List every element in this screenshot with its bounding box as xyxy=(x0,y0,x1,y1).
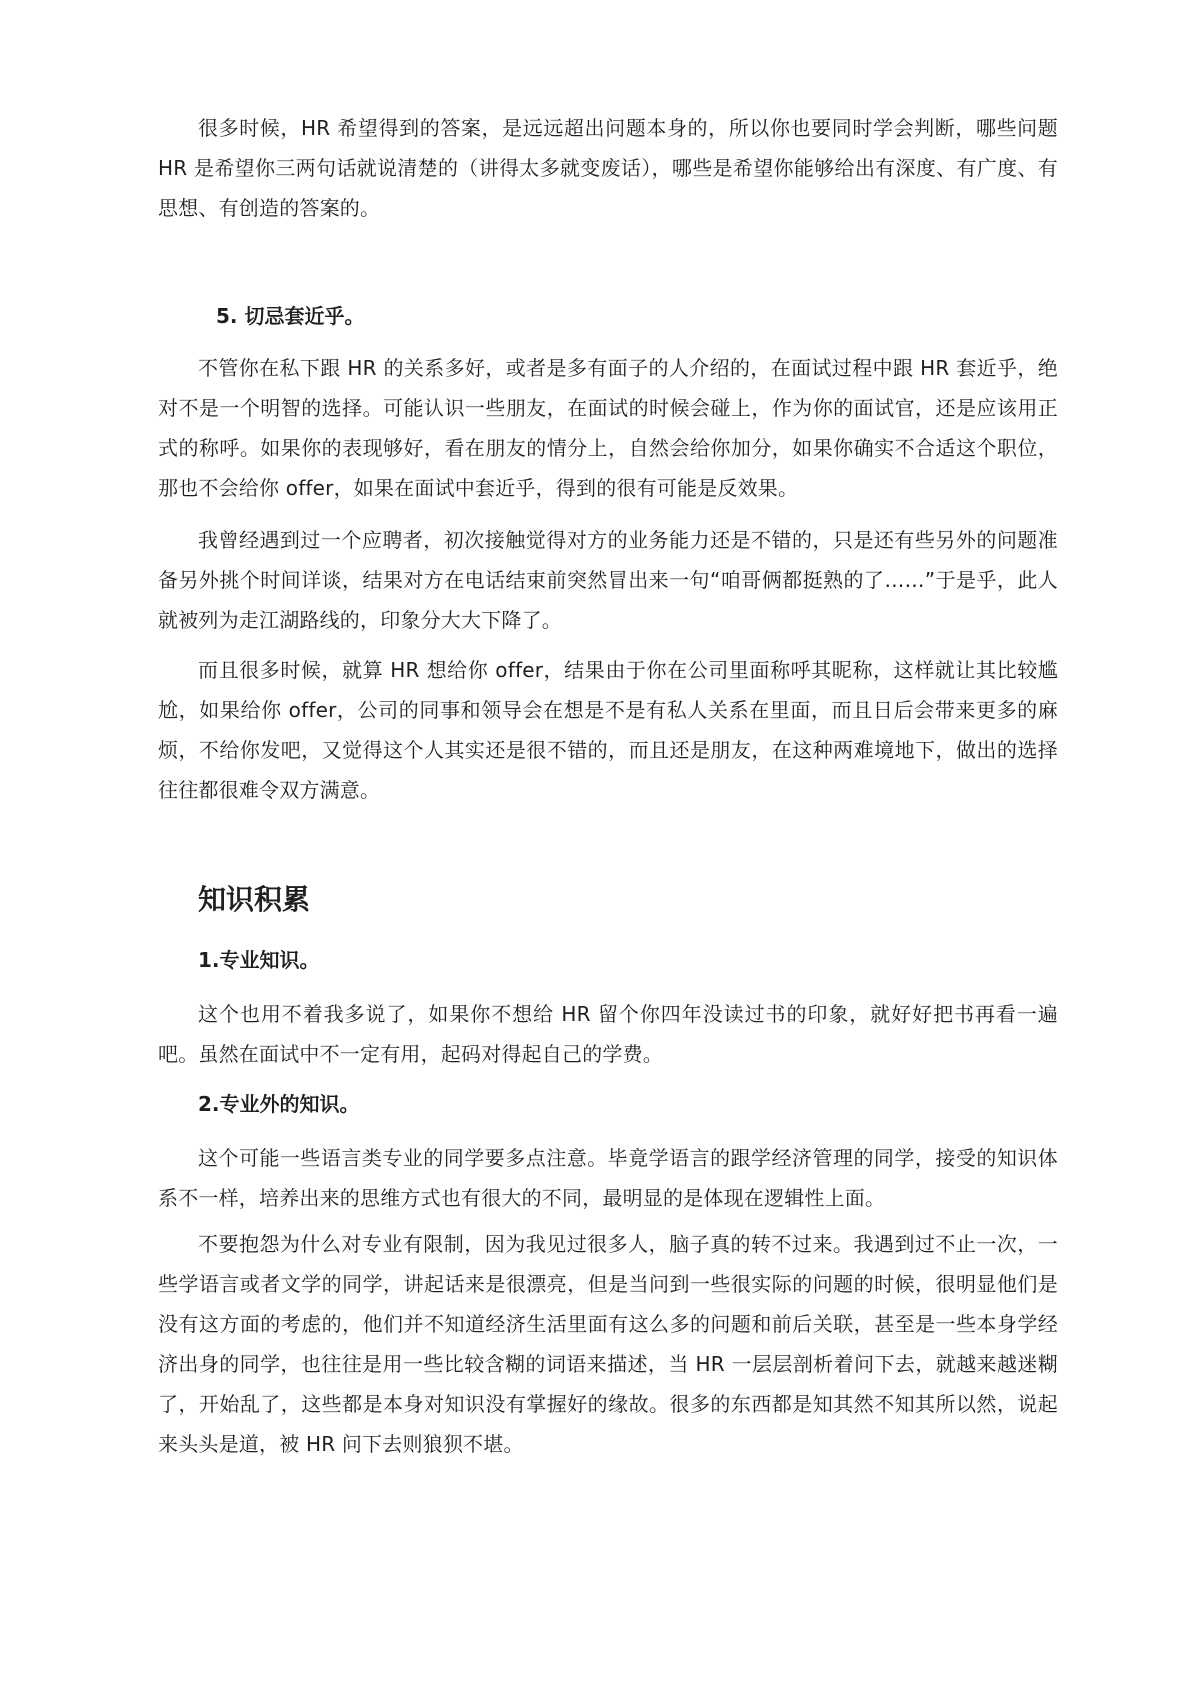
paragraph-applicant-story: 我曾经遇到过一个应聘者，初次接触觉得对方的业务能力还是不错的，只是还有些另外的问题准备另外挑个时间详谈，结果对方在电话结束前突然冒出来一句“咱哥俩都挺熟的了……”于是乎，此人就被列为走江湖路线的，印象分大大下降了。 xyxy=(158,528,1058,632)
paragraph-professional-knowledge: 这个也用不着我多说了，如果你不想给 HR 留个你四年没读过书的印象，就好好把书再看一遍吧。虽然在面试中不一定有用，起码对得起自己的学费。 xyxy=(158,1002,1058,1066)
paragraph-language-majors: 这个可能一些语言类专业的同学要多点注意。毕竟学语言的跟学经济管理的同学，接受的知识体系不一样，培养出来的思维方式也有很大的不同，最明显的是体现在逻辑性上面。 xyxy=(158,1146,1058,1210)
document-page xyxy=(158,0,1058,1698)
paragraph-hr-expectations: 很多时候，HR 希望得到的答案，是远远超出问题本身的，所以你也要同时学会判断，哪些问题 HR 是希望你三两句话就说清楚的（讲得太多就变废话），哪些是希望你能够给出有深度、有广度、有思想、有创造的答案的。 xyxy=(158,116,1058,220)
paragraph-nickname-awkward: 而且很多时候，就算 HR 想给你 offer，结果由于你在公司里面称呼其昵称，这样就让其比较尴尬，如果给你 offer，公司的同事和领导会在想是不是有私人关系在里面，而且日后会带来更多的麻烦，不给你发吧，又觉得这个人其实还是很不错的，而且还是朋友，在这种两难境地下，做出的选择往往都很难令双方满意。 xyxy=(158,658,1058,802)
point-5-heading: 5. 切忌套近乎。 xyxy=(216,304,365,328)
paragraph-avoid-familiarity: 不管你在私下跟 HR 的关系多好，或者是多有面子的人介绍的，在面试过程中跟 HR 套近乎，绝对不是一个明智的选择。可能认识一些朋友，在面试的时候会碰上，作为你的面试官，还是应该用正式的称呼。如果你的表现够好，看在朋友的情分上，自然会给你加分，如果你确实不合适这个职位，那也不会给你 offer，如果在面试中套近乎，得到的很有可能是反效果。 xyxy=(158,356,1058,500)
paragraph-logic-examples: 不要抱怨为什么对专业有限制，因为我见过很多人，脑子真的转不过来。我遇到过不止一次，一些学语言或者文学的同学，讲起话来是很漂亮，但是当问到一些很实际的问题的时候，很明显他们是没有这方面的考虑的，他们并不知道经济生活里面有这么多的问题和前后关联，甚至是一些本身学经济出身的同学，也往往是用一些比较含糊的词语来描述，当 HR 一层层剖析着问下去，就越来越迷糊了，开始乱了，这些都是本身对知识没有掌握好的缘故。很多的东西都是知其然不知其所以然，说起来头头是道，被 HR 问下去则狼狈不堪。 xyxy=(158,1232,1058,1456)
subheading-extra-knowledge: 2.专业外的知识。 xyxy=(198,1092,360,1116)
subheading-professional-knowledge: 1.专业知识。 xyxy=(198,948,320,972)
section-title-knowledge: 知识积累 xyxy=(198,883,311,916)
